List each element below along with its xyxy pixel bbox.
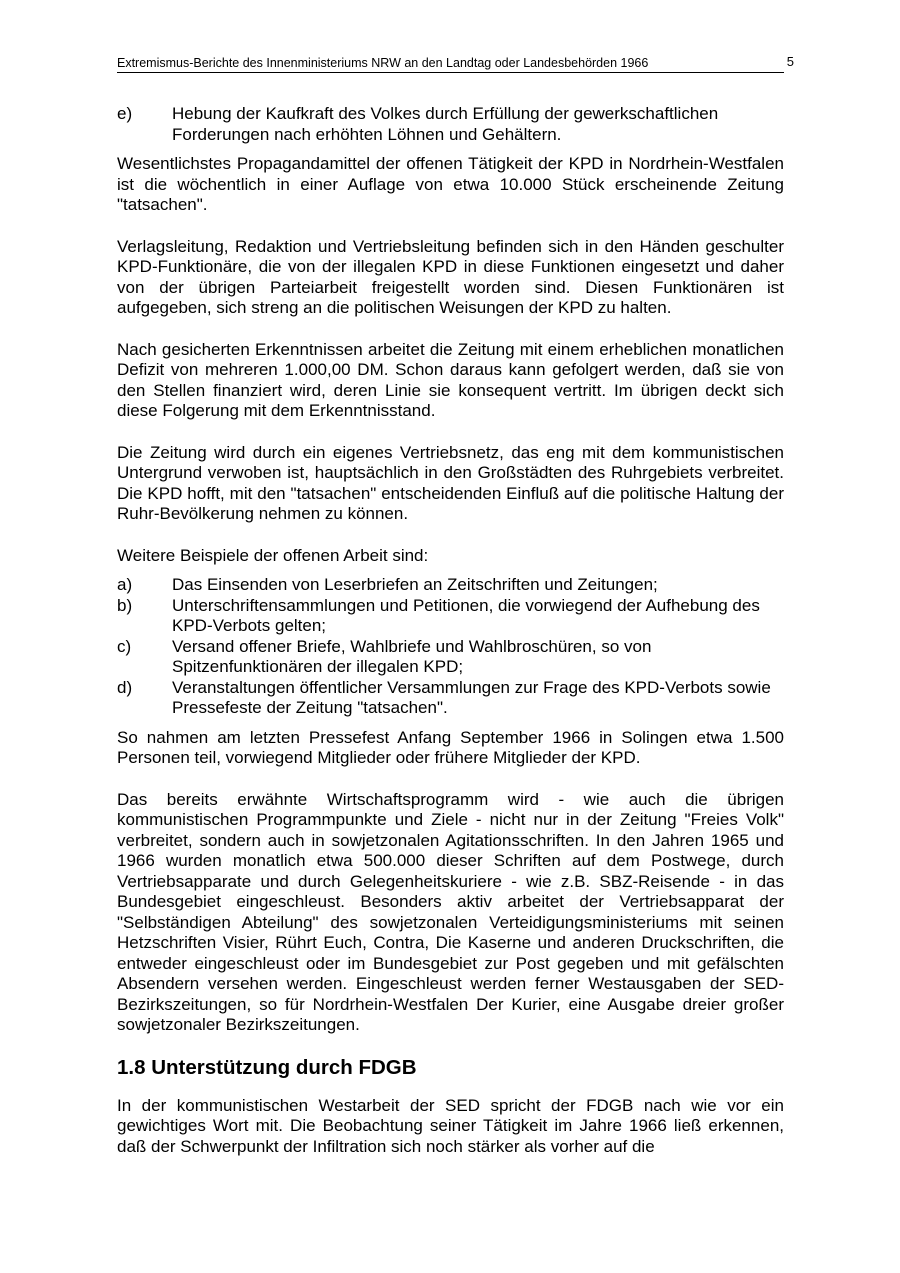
paragraph: So nahmen am letzten Pressefest Anfang September 1966 in Solingen etwa 1.500 Personen teil, vorwiegend Mitglieder oder frühere Mitglieder der KPD. (117, 727, 784, 767)
list-item-e (117, 104, 784, 145)
list-item-label: b) (117, 595, 133, 615)
list-item-label: c) (117, 636, 132, 656)
list-item-text: Veranstaltungen öffentlicher Versammlungen zur Frage des KPD-Verbots sowie Pressefeste der Zeitung "tatsachen". (172, 677, 771, 717)
paragraph: Weitere Beispiele der offenen Arbeit sind: (117, 545, 429, 565)
list-item-label: e) (117, 104, 133, 123)
section-heading: 1.8 Unterstützung durch FDGB (117, 1055, 417, 1079)
paragraph: Wesentlichstes Propagandamittel der offenen Tätigkeit der KPD in Nordrhein-Westfalen ist die wöchentlich in einer Auflage von etwa 10.000 Stück erscheinende Zeitung "tatsachen". (117, 154, 784, 214)
paragraph: In der kommunistischen Westarbeit der SED spricht der FDGB nach wie vor ein gewichtiges Wort mit. Die Beobachtung seiner Tätigkeit im Jahre 1966 ließ erkennen, daß der Schwerpunkt der Infiltration sich noch stärker als vorher auf die (117, 1095, 784, 1156)
list-item-label: d) (117, 677, 133, 697)
paragraph: Nach gesicherten Erkenntnissen arbeitet die Zeitung mit einem erheblichen monatlichen Defizit von mehreren 1.000,00 DM. Schon daraus kann gefolgert werden, daß sie von den Stellen finanziert wird, deren Linie sie konsequent vertritt. Im übrigen deckt sich diese Folgerung mit dem Erkenntnisstand. (117, 339, 784, 420)
list-item (117, 596, 784, 637)
list-item-label: a) (117, 575, 133, 594)
examples-list (117, 575, 784, 719)
list-item-text: Das Einsenden von Leserbriefen an Zeitschriften und Zeitungen; (172, 575, 658, 594)
list-item-text: Versand offener Briefe, Wahlbriefe und Wahlbroschüren, so von Spitzenfunktionären der illegalen KPD; (172, 636, 652, 676)
paragraph: Das bereits erwähnte Wirtschaftsprogramm wird - wie auch die übrigen kommunistischen Programmpunkte und Ziele - nicht nur in der Zeitung "Freies Volk" verbreitet, sondern auch in sowjetzonalen Agitationsschriften. In den Jahren 1965 und 1966 wurden monatlich etwa 500.000 dieser Schriften auf dem Postwege, durch Vertriebsapparate und durch Gelegenheitskuriere - wie z.B. SBZ-Reisende - in das Bundesgebiet eingeschleust. Besonders aktiv arbeitet der Vertriebsapparat der "Selbständigen Abteilung" des sowjetzonalen Verteidigungsministeriums mit seinen Hetzschriften Visier, Rührt Euch, Contra, Die Kaserne und anderen Druckschriften, die entweder eingeschleust oder im Bundesgebiet zur Post gegeben und mit gefälschten Absendern versehen werden. Eingeschleust werden ferner Westausgaben der SED-Bezirkszeitungen, so für Nordrhein-Westfalen Der Kurier, eine Ausgabe dreier großer sowjetzonaler Bezirkszeitungen. (117, 789, 784, 1034)
page-number: 5 (786, 54, 794, 69)
page-body (117, 104, 784, 1157)
paragraph: Verlagsleitung, Redaktion und Vertriebsleitung befinden sich in den Händen geschulter KPD-Funktionäre, die von der illegalen KPD in diese Funktionen eingesetzt und daher von der übrigen Parteiarbeit freigestellt worden sind. Diesen Funktionären ist aufgegeben, sich streng an die politischen Weisungen der KPD zu halten. (117, 236, 784, 317)
list-item (117, 575, 784, 596)
paragraph: Die Zeitung wird durch ein eigenes Vertriebsnetz, das eng mit dem kommunistischen Untergrund verwoben ist, hauptsächlich in den Großstädten des Ruhrgebiets verbreitet. Die KPD hofft, mit den "tatsachen" entscheidenden Einfluß auf die politische Haltung der Ruhr-Bevölkerung nehmen zu können. (117, 442, 784, 523)
page-header (117, 53, 794, 73)
list-item-text: Hebung der Kaufkraft des Volkes durch Erfüllung der gewerkschaftlichen Forderungen nach erhöhten Löhnen und Gehältern. (172, 104, 719, 144)
list-item-text: Unterschriftensammlungen und Petitionen, die vorwiegend der Aufhebung des KPD-Verbots gelten; (172, 595, 760, 635)
list-item (117, 637, 784, 678)
header-title: Extremismus-Berichte des Innenministeriums NRW an den Landtag oder Landesbehörden 1966 (117, 56, 649, 70)
list-item (117, 678, 784, 719)
